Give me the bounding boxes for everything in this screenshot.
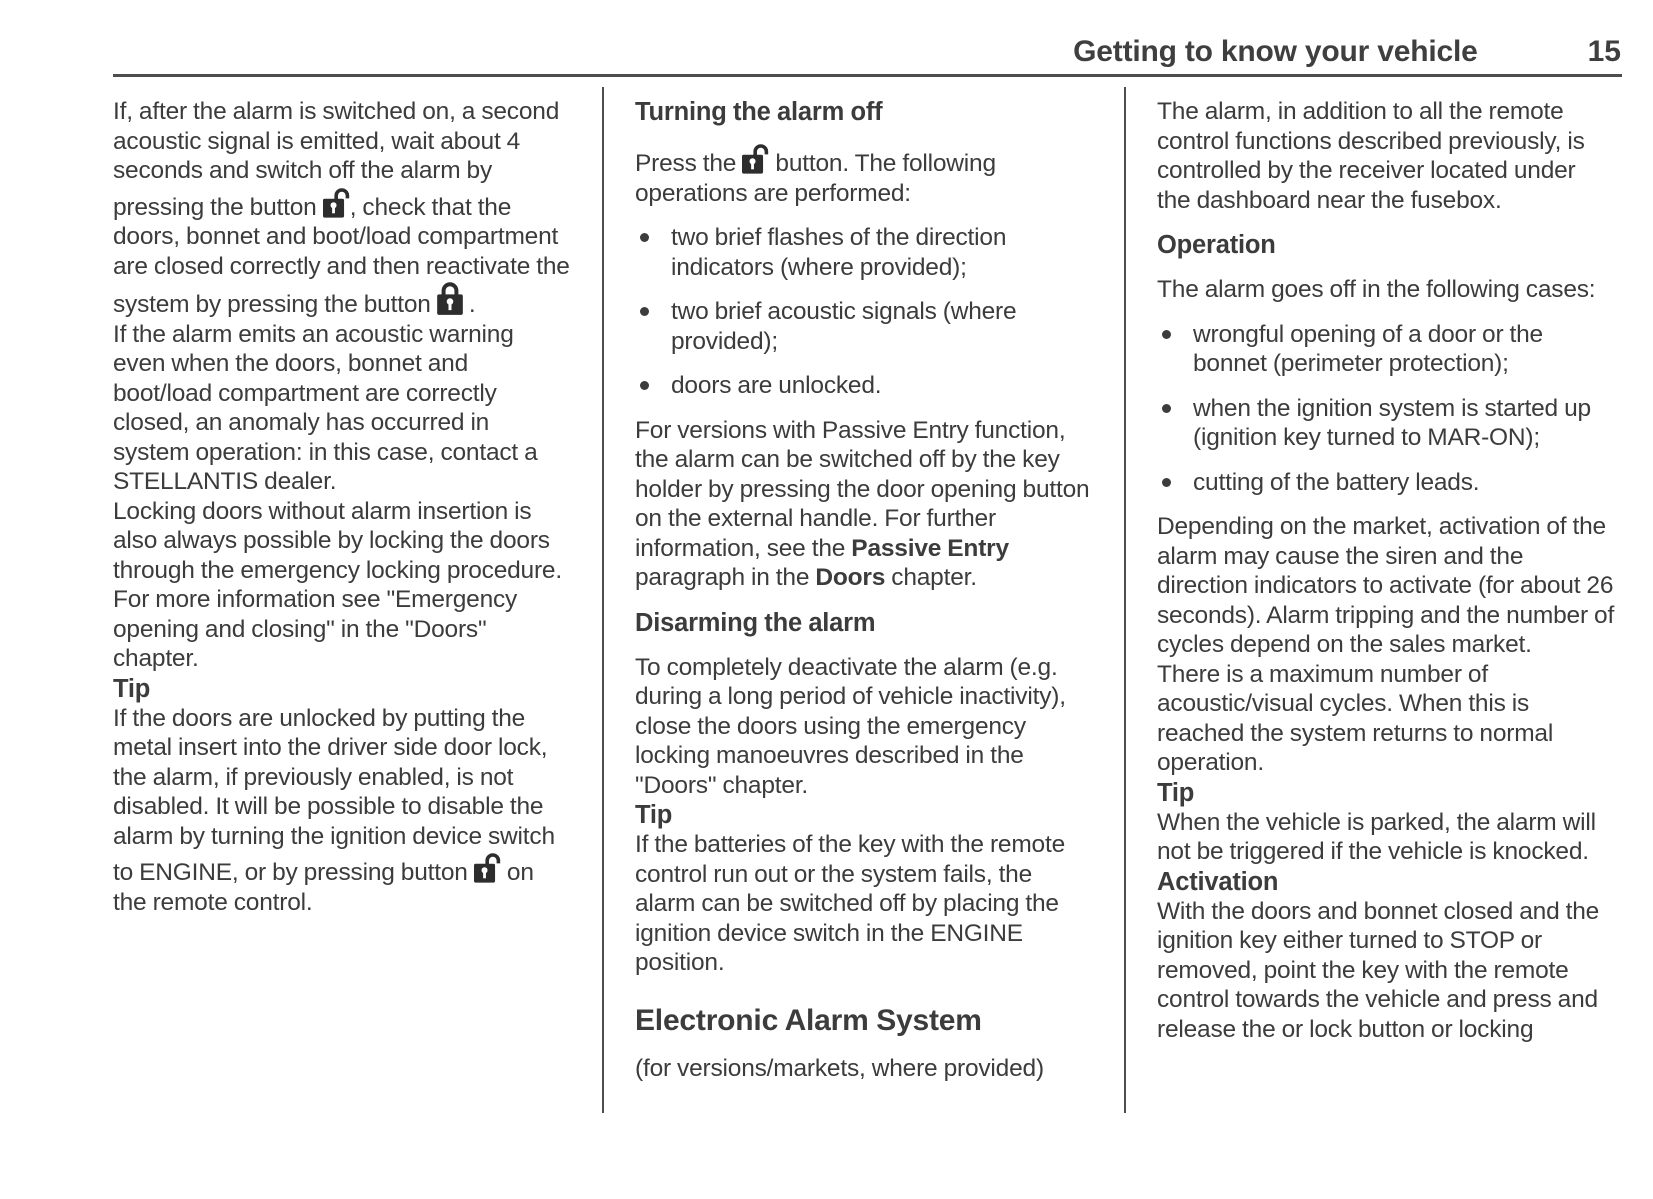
- bullet-item: doors are unlocked.: [635, 371, 1093, 401]
- paragraph: The alarm goes off in the following cases:: [1157, 276, 1596, 303]
- bold-text: Passive Entry: [851, 534, 1009, 562]
- paragraph: (for versions/markets, where provided): [635, 1054, 1044, 1082]
- paragraph: For versions with Passive Entry function, the alarm can be switched off by the key holder by pressing the door opening button on the external handle. For further information, see the Passive Entry paragraph in the Doors chapter.: [635, 416, 1090, 591]
- content-columns: [113, 87, 1622, 1113]
- page-number: 15: [1587, 35, 1621, 68]
- column-left: [113, 87, 571, 1113]
- column-middle: [635, 87, 1093, 1113]
- paragraph: Locking doors without alarm insertion is also always possible by locking the doors through the emergency locking procedure. For more information see "Emergency opening and closing" in the "Doors" chapter.: [113, 497, 562, 672]
- paragraph: If the doors are unlocked by putting the metal insert into the driver side door lock, the alarm, if previously enabled, is not disabled. It will be possible to disable the alarm by turning the ignition device switch to ENGINE, or by pressing button on the remote control.: [113, 704, 555, 916]
- paragraph: If, after the alarm is switched on, a second acoustic signal is emitted, wait about 4 seconds and switch off the alarm by pressing the button , check that the doors, bonnet and boot/load compartment are closed correctly and then reactivate the system by pressing the button .: [113, 98, 570, 318]
- sub-heading: Tip: [1157, 778, 1195, 807]
- sub-heading: Turning the alarm off: [635, 98, 883, 126]
- column-separator: [602, 87, 604, 1113]
- paragraph: To completely deactivate the alarm (e.g. during a long period of vehicle inactivity), close the doors using the emergency locking manoeuvres described in the "Doors" chapter.: [635, 653, 1066, 799]
- lock-icon: [437, 281, 463, 316]
- unlock-icon: [474, 851, 501, 884]
- unlock-icon: [742, 142, 769, 175]
- paragraph: If the batteries of the key with the remote control run out or the system fails, the alarm can be switched off by placing the ignition device switch in the ENGINE position.: [635, 831, 1065, 976]
- unlock-icon: [323, 186, 350, 219]
- paragraph: There is a maximum number of acoustic/visual cycles. When this is reached the system returns to normal operation.: [1157, 660, 1554, 776]
- sub-heading: Disarming the alarm: [635, 608, 876, 637]
- paragraph: When the vehicle is parked, the alarm will not be triggered if the vehicle is knocked.: [1157, 808, 1596, 865]
- chapter-title: Getting to know your vehicle: [1073, 35, 1478, 68]
- page-header: [113, 34, 1621, 70]
- header-rule: [113, 74, 1622, 77]
- paragraph: The alarm, in addition to all the remote control functions described previously, is controlled by the receiver located under the dashboard near the fusebox.: [1157, 98, 1585, 214]
- column-separator: [1124, 87, 1126, 1113]
- section-heading: Electronic Alarm System: [635, 1003, 982, 1037]
- paragraph: With the doors and bonnet closed and the ignition key either turned to STOP or removed, point the key with the remote control towards the vehicle and press and release the or lock button or locking: [1157, 897, 1600, 1043]
- paragraph: If the alarm emits an acoustic warning even when the doors, bonnet and boot/load compartment are correctly closed, an anomaly has occurred in system operation: in this case, contact a STELLANTIS dealer.: [113, 320, 538, 495]
- bullet-item: two brief flashes of the direction indicators (where provided);: [635, 223, 1093, 282]
- paragraph: Press the button. The following operations are performed:: [635, 142, 1093, 208]
- bullet-item: when the ignition system is started up (ignition key turned to MAR-ON);: [1157, 394, 1615, 453]
- bold-text: Doors: [815, 564, 886, 591]
- bullet-item: cutting of the battery leads.: [1157, 468, 1615, 498]
- sub-heading: Activation: [1157, 867, 1279, 896]
- manual-page: [0, 34, 1653, 1199]
- bullet-item: two brief acoustic signals (where provided);: [635, 297, 1093, 356]
- sub-heading: Operation: [1157, 231, 1276, 259]
- sub-heading: Tip: [113, 674, 151, 703]
- column-right: [1157, 87, 1615, 1113]
- bullet-item: wrongful opening of a door or the bonnet (perimeter protection);: [1157, 320, 1615, 379]
- sub-heading: Tip: [635, 801, 673, 829]
- paragraph: Depending on the market, activation of the alarm may cause the siren and the direction indicators to activate (for about 26 seconds). Alarm tripping and the number of cycles depend on the sales market.: [1157, 513, 1615, 658]
